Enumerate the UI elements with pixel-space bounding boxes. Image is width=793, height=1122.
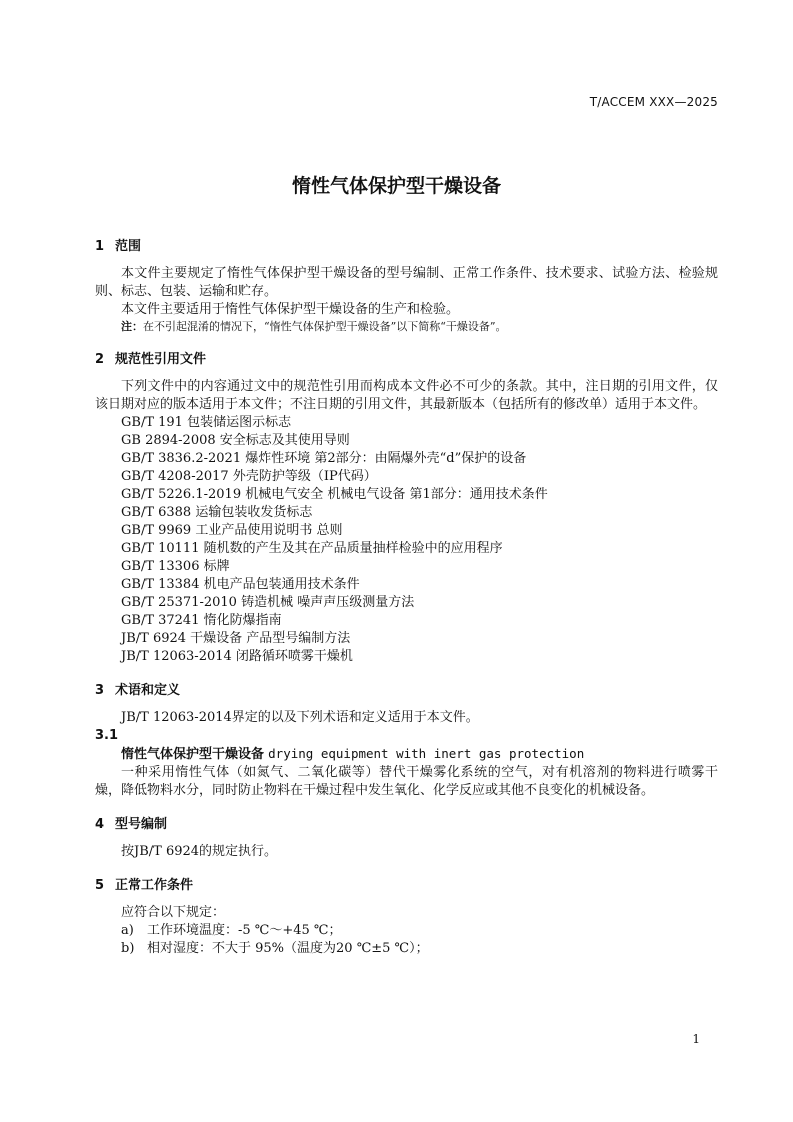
term-number: 3.1 bbox=[95, 728, 119, 743]
section-heading bbox=[95, 682, 718, 700]
list-marker: a) bbox=[121, 923, 134, 938]
section-title: 正常工作条件 bbox=[115, 878, 194, 893]
section-title: 规范性引用文件 bbox=[115, 352, 207, 367]
section-heading bbox=[95, 351, 718, 369]
section-heading bbox=[95, 816, 718, 834]
reference-item: GB/T 37241 惰化防爆指南 bbox=[121, 613, 282, 628]
section-title: 术语和定义 bbox=[115, 683, 181, 698]
condition-item bbox=[121, 940, 718, 958]
reference-item: GB/T 4208-2017 外壳防护等级（IP代码） bbox=[121, 469, 377, 484]
section-title: 范围 bbox=[115, 239, 142, 254]
reference-item: GB/T 3836.2-2021 爆炸性环境 第2部分：由隔爆外壳“d”保护的设备 bbox=[121, 451, 527, 466]
reference-item: GB/T 10111 随机数的产生及其在产品质量抽样检验中的应用程序 bbox=[121, 541, 503, 556]
reference-item: GB/T 25371-2010 铸造机械 噪声声压级测量方法 bbox=[121, 595, 415, 610]
section-heading bbox=[95, 877, 718, 895]
page-number: 1 bbox=[692, 1032, 700, 1046]
section-scope bbox=[95, 238, 718, 335]
reference-item: GB/T 13384 机电产品包装通用技术条件 bbox=[121, 577, 360, 592]
section-number: 1 bbox=[95, 239, 105, 254]
reference-item: GB/T 6388 运输包装收发货标志 bbox=[121, 505, 313, 520]
reference-item: JB/T 6924 干燥设备 产品型号编制方法 bbox=[121, 631, 351, 646]
reference-item: GB/T 5226.1-2019 机械电气安全 机械电气设备 第1部分：通用技术条件 bbox=[121, 487, 548, 502]
term-english: drying equipment with inert gas protection bbox=[268, 746, 585, 761]
section-normative-references bbox=[95, 351, 718, 666]
reference-item: GB/T 13306 标牌 bbox=[121, 559, 230, 574]
section-working-conditions bbox=[95, 877, 718, 958]
note bbox=[121, 319, 718, 335]
paragraph: 应符合以下规定： bbox=[121, 905, 226, 920]
condition-list bbox=[95, 922, 718, 958]
reference-item: GB/T 9969 工业产品使用说明书 总则 bbox=[121, 523, 343, 538]
condition-text: 工作环境温度：-5 ℃～+45 ℃； bbox=[147, 923, 342, 938]
note-label: 注： bbox=[121, 320, 143, 333]
paragraph: 按JB/T 6924的规定执行。 bbox=[121, 844, 278, 859]
term-heading bbox=[121, 745, 718, 764]
document-title: 惰性气体保护型干燥设备 bbox=[291, 175, 501, 197]
standard-code: T/ACCEM XXX—2025 bbox=[589, 95, 718, 109]
paragraph: 下列文件中的内容通过文中的规范性引用而构成本文件必不可少的条款。其中，注日期的引用文件，仅该日期对应的版本适用于本文件；不注日期的引用文件，其最新版本（包括所有的修改单）适用于本文件。 bbox=[95, 379, 718, 412]
list-marker: b) bbox=[121, 941, 135, 956]
reference-item: JB/T 12063-2014 闭路循环喷雾干燥机 bbox=[121, 649, 353, 664]
paragraph: 本文件主要规定了惰性气体保护型干燥设备的型号编制、正常工作条件、技术要求、试验方法、检验规则、标志、包装、运输和贮存。 bbox=[95, 266, 718, 299]
section-number: 4 bbox=[95, 817, 105, 832]
reference-item: GB 2894-2008 安全标志及其使用导则 bbox=[121, 433, 350, 448]
reference-item: GB/T 191 包装储运图示标志 bbox=[121, 415, 292, 430]
section-title: 型号编制 bbox=[115, 817, 168, 832]
section-model-designation bbox=[95, 816, 718, 861]
section-terms-definitions bbox=[95, 682, 718, 800]
reference-list bbox=[95, 414, 718, 666]
section-number: 5 bbox=[95, 878, 105, 893]
term-definition: 一种采用惰性气体（如氮气、二氧化碳等）替代干燥雾化系统的空气，对有机溶剂的物料进行喷雾干燥，降低物料水分，同时防止物料在干燥过程中发生氧化、化学反应或其他不良变化的机械设备。 bbox=[95, 765, 718, 798]
paragraph: 本文件主要适用于惰性气体保护型干燥设备的生产和检验。 bbox=[121, 302, 460, 317]
condition-text: 相对湿度：不大于 95%（温度为20 ℃±5 ℃）； bbox=[147, 941, 429, 956]
section-heading bbox=[95, 238, 718, 256]
term-chinese: 惰性气体保护型干燥设备 bbox=[121, 747, 265, 762]
document-body bbox=[95, 238, 718, 958]
section-number: 2 bbox=[95, 352, 105, 367]
condition-item bbox=[121, 922, 718, 940]
paragraph: JB/T 12063-2014界定的以及下列术语和定义适用于本文件。 bbox=[121, 710, 479, 725]
note-text: 在不引起混淆的情况下，“惰性气体保护型干燥设备”以下简称“干燥设备”。 bbox=[143, 320, 507, 333]
section-number: 3 bbox=[95, 683, 105, 698]
